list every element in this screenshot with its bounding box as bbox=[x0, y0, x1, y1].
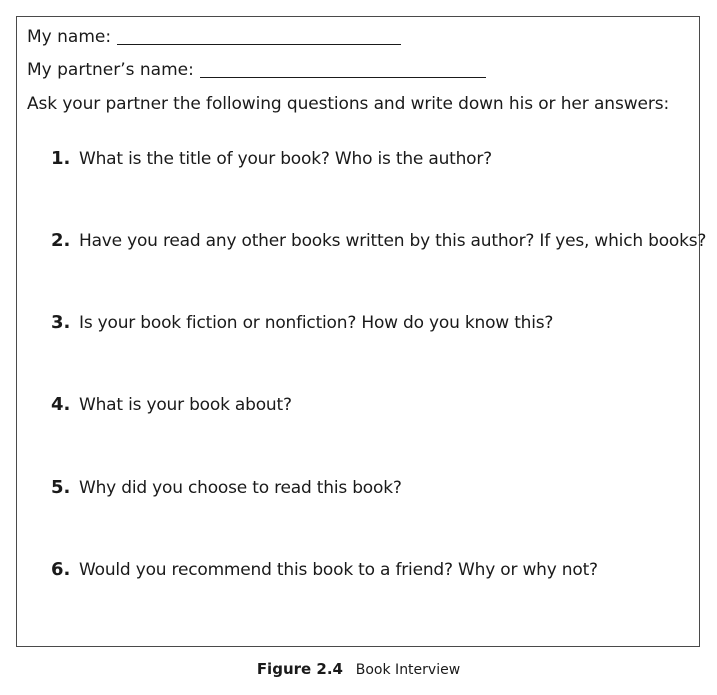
question-text: Why did you choose to read this book? bbox=[79, 478, 402, 498]
my-name-row bbox=[27, 27, 401, 47]
question-number: 6. bbox=[51, 559, 71, 580]
question-item-5 bbox=[51, 477, 402, 498]
question-item-6 bbox=[51, 559, 598, 580]
question-text: What is your book about? bbox=[79, 395, 292, 415]
question-number: 1. bbox=[51, 148, 71, 169]
question-item-1 bbox=[51, 148, 492, 169]
question-text: Is your book fiction or nonfiction? How do you know this? bbox=[79, 313, 554, 333]
question-number: 4. bbox=[51, 394, 71, 415]
question-number: 5. bbox=[51, 477, 71, 498]
question-number: 3. bbox=[51, 312, 71, 333]
figure-title: Book Interview bbox=[355, 662, 461, 678]
question-item-2 bbox=[51, 230, 706, 251]
figure-caption bbox=[0, 660, 717, 678]
instruction-text: Ask your partner the following questions and write down his or her answers: bbox=[27, 94, 670, 114]
question-text: Would you recommend this book to a friend? Why or why not? bbox=[79, 560, 598, 580]
question-number: 2. bbox=[51, 230, 71, 251]
my-name-label: My name: bbox=[27, 27, 112, 47]
question-item-3 bbox=[51, 312, 553, 333]
question-item-4 bbox=[51, 394, 292, 415]
question-text: Have you read any other books written by this author? If yes, which books? bbox=[79, 231, 707, 251]
question-text: What is the title of your book? Who is the author? bbox=[79, 149, 492, 169]
partner-name-blank-line[interactable] bbox=[200, 76, 486, 78]
figure-label: Figure 2.4 bbox=[256, 660, 343, 678]
worksheet-frame bbox=[16, 16, 707, 647]
partner-name-row bbox=[27, 60, 486, 80]
partner-name-label: My partner’s name: bbox=[27, 60, 194, 80]
my-name-blank-line[interactable] bbox=[117, 43, 401, 45]
